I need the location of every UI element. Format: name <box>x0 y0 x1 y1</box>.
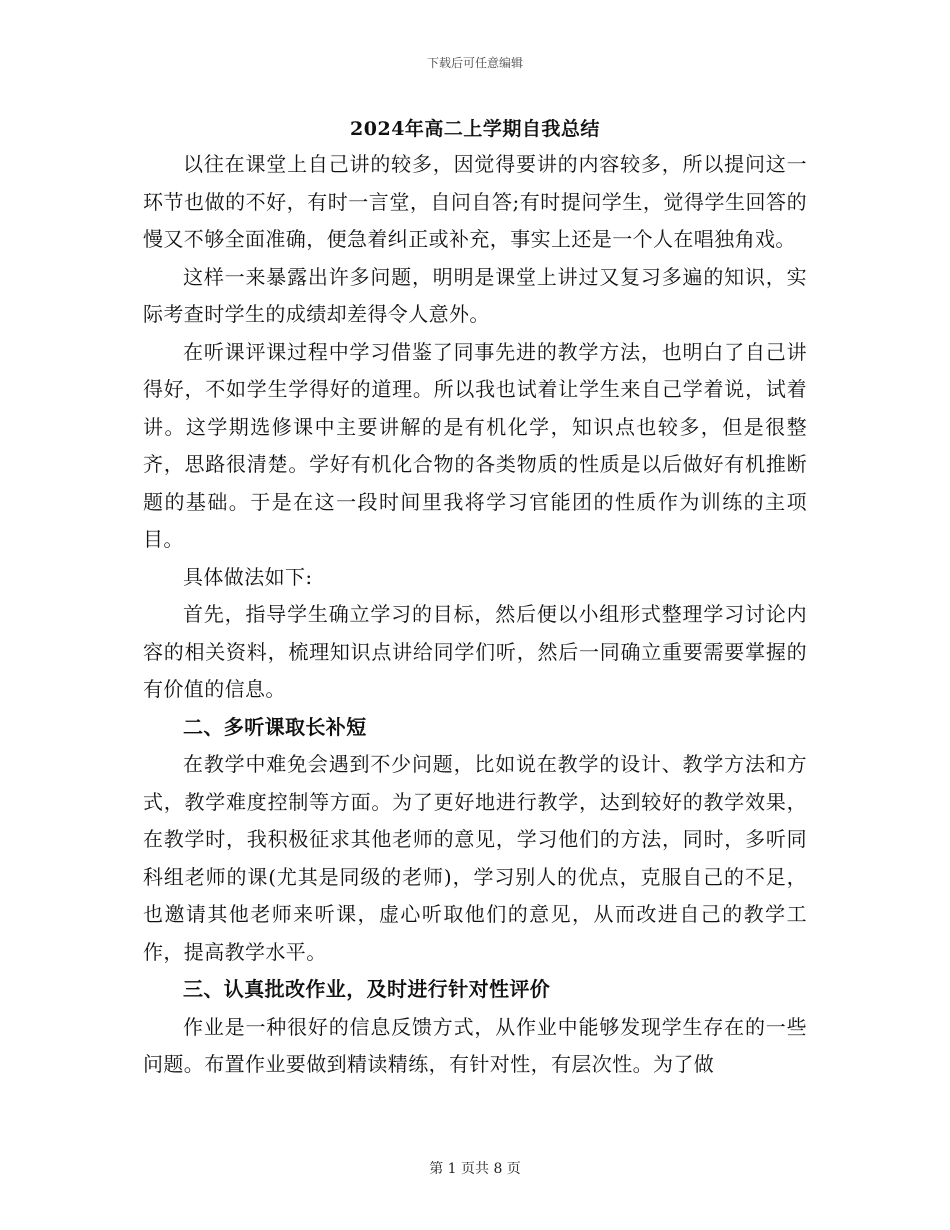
page-footer: 第 1 页共 8 页 <box>429 1161 521 1177</box>
page-header: 下载后可任意编辑 <box>426 56 523 70</box>
paragraph: 在听课评课过程中学习借鉴了同事先进的教学方法，也明白了自己讲得好，不如学生学得好的道理。所以我也试着让学生来自己学着说，试着讲。这学期选修课中主要讲解的是有机化学，知识点也较多，但是很整齐，思路很清楚。学好有机化合物的各类物质的性质是以后做好有机推断题的基础。于是在这一段时间里我将学习官能团的性质作为训练的主项目。 <box>143 339 807 551</box>
paragraph: 作业是一种很好的信息反馈方式，从作业中能够发现学生存在的一些问题。布置作业要做到精读精练，有针对性，有层次性。为了做 <box>143 1014 807 1076</box>
document-body <box>143 146 807 1084</box>
paragraph: 首先，指导学生确立学习的目标，然后便以小组形式整理学习讨论内容的相关资料，梳理知识点讲给同学们听，然后一同确立重要需要掌握的有价值的信息。 <box>143 602 807 701</box>
paragraph: 具体做法如下: <box>183 564 313 589</box>
document-title: 2024年高二上学期自我总结 <box>350 118 600 140</box>
section-heading: 二、多听课取长补短 <box>183 714 367 739</box>
paragraph: 在教学中难免会遇到不少问题，比如说在教学的设计、教学方法和方式，教学难度控制等方面。为了更好地进行教学，达到较好的教学效果，在教学时，我积极征求其他老师的意见，学习他们的方法，同时，多听同科组老师的课(尤其是同级的老师)，学习别人的优点，克服自己的不足，也邀请其他老师来听课，虚心听取他们的意见，从而改进自己的教学工作，提高教学水平。 <box>143 752 807 964</box>
paragraph: 这样一来暴露出许多问题，明明是课堂上讲过又复习多遍的知识，实际考查时学生的成绩却差得令人意外。 <box>143 264 807 326</box>
section-heading: 三、认真批改作业，及时进行针对性评价 <box>183 977 551 1001</box>
paragraph: 以往在课堂上自己讲的较多，因觉得要讲的内容较多，所以提问这一环节也做的不好，有时一言堂，自问自答;有时提问学生，觉得学生回答的慢又不够全面准确，便急着纠正或补充，事实上还是一个人在唱独角戏。 <box>143 152 807 251</box>
